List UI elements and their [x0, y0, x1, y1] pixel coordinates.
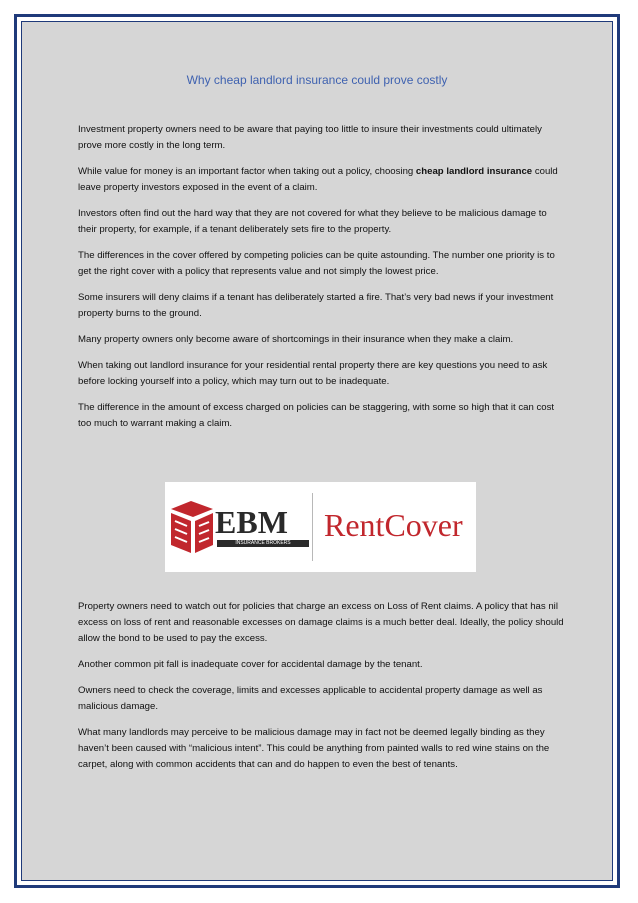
rentcover-wordmark: RentCover: [324, 507, 463, 543]
paragraph: Owners need to check the coverage, limits and excesses applicable to accidental property damage as well as malicious damage.: [78, 685, 543, 712]
body-text-bottom: [78, 599, 568, 783]
ebm-wordmark: EBM: [215, 504, 288, 540]
document-title: Why cheap landlord insurance could prove costly: [186, 73, 448, 87]
paragraph: Investors often find out the hard way that they are not covered for what they believe to be malicious damage to their property, for example, if a tenant deliberately sets fire to the property.: [78, 208, 547, 235]
logo-divider: [312, 493, 313, 561]
paragraph: The difference in the amount of excess charged on policies can be staggering, with some so high that it can cost too much to warrant making a claim.: [78, 402, 555, 429]
paragraph: While value for money is an important factor when taking out a policy, choosing cheap landlord insurance could leave property investors exposed in the event of a claim.: [78, 166, 558, 193]
paragraph: Many property owners only become aware of shortcomings in their insurance when they make a claim.: [78, 334, 514, 345]
paragraph: Property owners need to watch out for policies that charge an excess on Loss of Rent claims. A policy that has nil excess on loss of rent and reasonable excesses on damage claims is a much better deal. Ideally, the policy should allow the bond to be used to pay the excess.: [78, 601, 564, 644]
paragraph: Another common pit fall is inadequate cover for accidental damage by the tenant.: [78, 659, 423, 670]
paragraph: The differences in the cover offered by competing policies can be quite astounding. The number one priority is to get the right cover with a policy that represents value and not simply the lowest price.: [78, 250, 555, 277]
paragraph: What many landlords may perceive to be malicious damage may in fact not be deemed legally binding as they haven’t been caused with “malicious intent”. This could be anything from painted walls to red wine stains on the carpet, along with common accidents that can and do happen to even the best of tenants.: [78, 727, 550, 770]
ebm-subtitle: INSURANCE BROKERS: [217, 540, 309, 547]
paragraph: Some insurers will deny claims if a tenant has deliberately started a fire. That’s very bad news if your investment property burns to the ground.: [78, 292, 554, 319]
ebm-rentcover-logo: [165, 482, 476, 572]
ebm-emblem-icon: [169, 499, 215, 555]
body-text-top: [78, 122, 568, 442]
bold-phrase: cheap landlord insurance: [415, 166, 533, 177]
paragraph: When taking out landlord insurance for your residential rental property there are key questions you need to ask before locking yourself into a policy, which may turn out to be inadequate.: [78, 360, 548, 387]
paragraph: Investment property owners need to be aware that paying too little to insure their investments could ultimately prove more costly in the long term.: [78, 124, 542, 151]
